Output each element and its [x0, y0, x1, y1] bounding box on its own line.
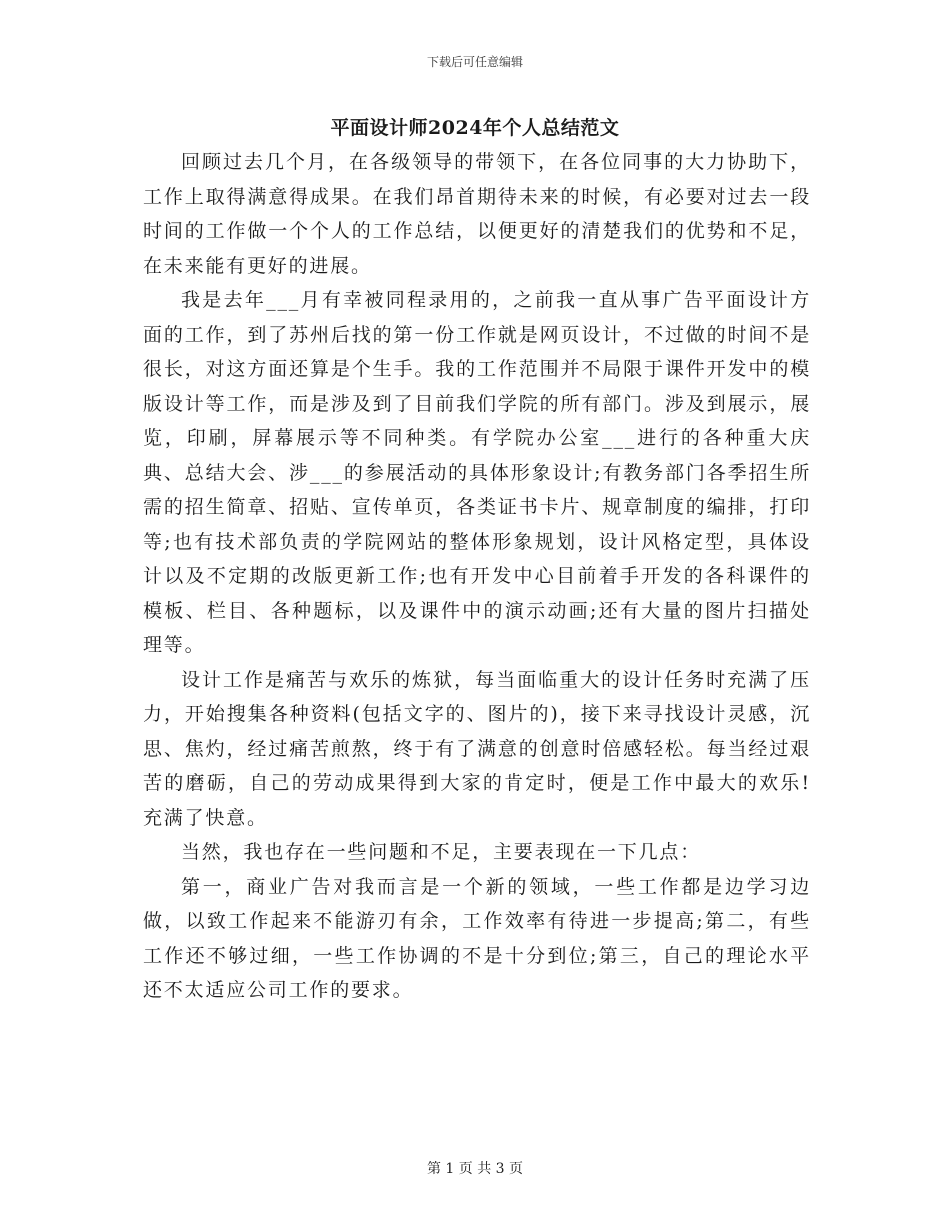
paragraph-work-scope: 我是去年___月有幸被同程录用的，之前我一直从事广告平面设计方面的工作，到了苏州后找的第一份工作就是网页设计，不过做的时间不是很长，对这方面还算是个生手。我的工作范围并不局限于课件开发中的模版设计等工作，而是涉及到了目前我们学院的所有部门。涉及到展示，展览，印刷，屏幕展示等不同种类。有学院办公室___进行的各种重大庆典、总结大会、涉___的参展活动的具体形象设计;有教务部门各季招生所需的招生简章、招贴、宣传单页，各类证书卡片、规章制度的编排，打印等;也有技术部负责的学院网站的整体形象规划，设计风格定型，具体设计以及不定期的改版更新工作;也有开发中心目前着手开发的各科课件的模板、栏目、各种题标，以及课件中的演示动画;还有大量的图片扫描处理等。: [143, 289, 811, 656]
page-number: 第 1 页 共 3 页: [426, 1161, 524, 1177]
paragraph-intro: 回顾过去几个月，在各级领导的带领下，在各位同事的大力协助下，工作上取得满意得成果。在我们昂首期待未来的时候，有必要对过去一段时间的工作做一个个人的工作总结，以便更好的清楚我们的优势和不足，在未来能有更好的进展。: [143, 151, 811, 277]
paragraph-design-experience: 设计工作是痛苦与欢乐的炼狱，每当面临重大的设计任务时充满了压力，开始搜集各种资料(包括文字的、图片的)，接下来寻找设计灵感，沉思、焦灼，经过痛苦煎熬，终于有了满意的创意时倍感轻松。每当经过艰苦的磨砺，自己的劳动成果得到大家的肯定时，便是工作中最大的欢乐!充满了快意。: [143, 668, 811, 829]
header-note: 下载后可任意编辑: [426, 55, 523, 69]
paragraph-shortcomings-intro: 当然，我也存在一些问题和不足，主要表现在一下几点：: [181, 841, 702, 863]
document-title: 平面设计师2024年个人总结范文: [330, 117, 620, 139]
document-body: [143, 145, 811, 1008]
paragraph-shortcomings-list: 第一，商业广告对我而言是一个新的领域，一些工作都是边学习边做，以致工作起来不能游刃有余，工作效率有待进一步提高;第二，有些工作还不够过细，一些工作协调的不是十分到位;第三，自己的理论水平还不太适应公司工作的要求。: [143, 875, 811, 1001]
